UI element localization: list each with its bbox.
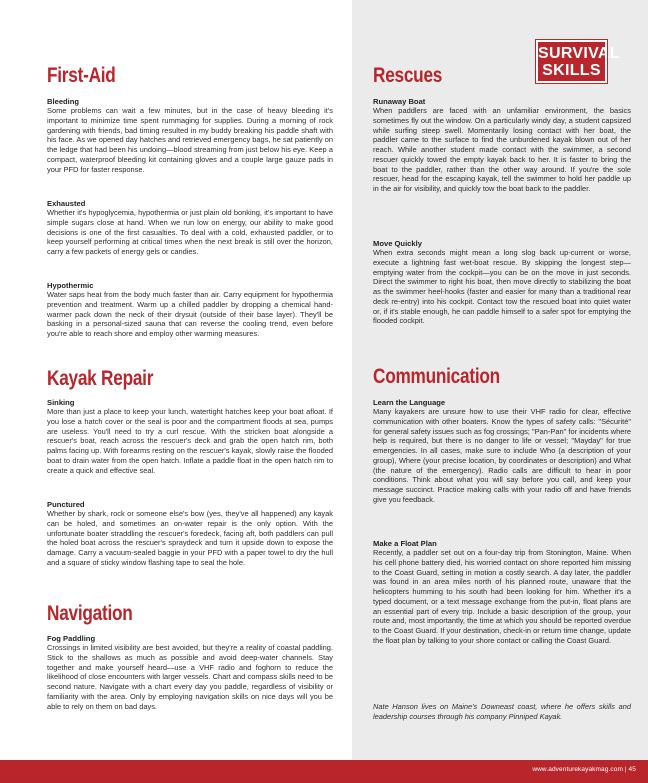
paragraph-make-a-float-plan: Recently, a paddler set out on a four-day trip from Stonington, Maine. When his cell phone battery died, his worried contact on shore reported him missing to the Coast Guard, setting in motion a costly search. A day later, the paddler was found in an area miles north of his planned route, unaware that the helicopters humming to his south had been looking for him. Whether it's a typed document, or a text message exchange from the put-in, float plans are an essential part of every trip. Include a basic description of the group, your route and, most importantly, the time at which you should be reported overdue to the Coast Guard. If your destination, check-in or return time change, update the float plan by talking to your shore contact or calling the Coast Guard.: [373, 548, 631, 645]
paragraph-bleeding: Some problems can wait a few minutes, but in the case of heavy bleeding it's important to minimize time spent rummaging for supplies. During a morning of rock gardening with friends, bad timing resulted in my buddy breaking his paddle shaft with his face. As we opened day hatches and retrieved emergency bags, he sat patiently on the ledge that had been his undoing—blood streaming from just below his eye. Keep a compact, waterproof bleeding kit containing gloves and a couple large gauze pads in your PFD for faster response.: [47, 106, 333, 174]
section-title-kayak-repair: Kayak Repair: [47, 367, 154, 390]
subhead-hypothermic: Hypothermic: [47, 281, 94, 290]
footer-url-page-number: www.adventurekayakmag.com | 45: [532, 766, 636, 773]
author-bio: Nate Hanson lives on Maine's Downeast coast, where he offers skills and leadership courses through his company Pinniped Kayak.: [373, 702, 631, 721]
paragraph-runaway-boat: When paddlers are faced with an unfamiliar environment, the basics sometimes fly out the window. On a particularly windy day, a student capsized while surfing steep swell. Momentarily losing contact with her boat, the paddler came to the surface to find the unburdened kayak blown out of her reach. While another student made contact with the swimmer, a second rescuer quickly towed the empty kayak back to her. It is faster to bring the boat to the paddler, rather than the other way around. If you're the sole rescuer, head for the escaping kayak, tell the swimmer to hold her paddle up in the air for visibility, and quickly tow the boat back to the paddler.: [373, 106, 631, 193]
paragraph-fog-paddling: Crossings in limited visibility are best avoided, but they're a reality of coastal paddling. Stick to the shallows as much as possible and avoid deep-water channels. Stay together and make yourself heard—use a VHF radio and foghorn to reduce the likelihood of close encounters with larger vessels. Chart and compass skills need to be second nature. Navigate with a chart every day you paddle, regardless of visibility or familiarity with the area. Only by employing navigation skills on nice days will you be able to rely on them on bad days.: [47, 643, 333, 711]
section-title-rescues: Rescues: [373, 64, 443, 87]
badge-line-1: SURVIVAL: [538, 45, 620, 62]
subhead-punctured: Punctured: [47, 500, 85, 509]
subhead-move-quickly: Move Quickly: [373, 239, 422, 248]
badge-line-2: SKILLS: [542, 62, 601, 79]
paragraph-exhausted: Whether it's hypoglycemia, hypothermia or just plain old bonking, it's important to have simple sugars close at hand. When we run low on energy, our ability to make good decisions is one of the first casualties. To deal with a cold, exhausted paddler, or to keep yourself performing at critical times when the next break is still over the horizon, carry a few packets of energy gels or candies.: [47, 208, 333, 256]
section-title-navigation: Navigation: [47, 602, 133, 625]
footer-bar: [0, 760, 648, 783]
paragraph-punctured: Whether by shark, rock or someone else's bow (yes, they've all happened) any kayak can be holed, and sometimes an on-water repair is the only option. With the unfortunate boater straddling the rescuer's foredeck, facing aft, both paddlers can pull the holed boat across the rescuer's spraydeck and turn it upside down to expose the damage. Carry a vacuum-sealed baggie in your PFD with a paper towel to dry the hull and a square of sticky window flashing tape to seal the hole.: [47, 509, 333, 567]
subhead-sinking: Sinking: [47, 398, 75, 407]
subhead-make-a-float-plan: Make a Float Plan: [373, 539, 437, 548]
section-title-first-aid: First-Aid: [47, 64, 116, 87]
subhead-bleeding: Bleeding: [47, 97, 80, 106]
paragraph-sinking: More than just a place to keep your lunch, watertight hatches keep your boat afloat. If you lose a hatch cover or the seal is poor and the compartment floods at sea, pumps are useless. You'll need to try a curl rescue. With the stricken boat alongside a rescuer's boat, reach across the rescuer's deck and grab the open hatch rim, both palms facing up. With forearms resting on the rescuer's kayak, slowly raise the flooded boat to drain water from the open hatch. Inflate a paddle float in the open hatch rim to create a quick and effective seal.: [47, 407, 333, 475]
subhead-exhausted: Exhausted: [47, 199, 86, 208]
survival-skills-badge: [536, 40, 620, 83]
paragraph-move-quickly: When extra seconds might mean a long slog back up-current or worse, execute a lightning fast wet-boat rescue. By skipping the longest step—emptying water from the cockpit—you can be on the move in just seconds. Direct the swimmer to right his boat, then move directly to stabilizing the boat as the swimmer heel-hooks (faster and easier for many than a traditional rear deck re-entry) into his cockpit. Contact tow the rescued boat into quiet water or, if it's stable enough, he can paddle himself to a safer spot for emptying the flooded cockpit.: [373, 248, 631, 326]
paragraph-learn-the-language: Many kayakers are unsure how to use their VHF radio for clear, effective communication with other boaters. Know the types of safety calls: "Sécurité" for general safety issues such as fog crossings; "Pan-Pan" for incidents where help is required, but there is no danger to life or vessel; "Mayday" for true emergencies. In all cases, make sure to include Who (a description of your group), Where (your precise location, by coordinates or description) and What (the nature of the emergency). Radio calls are difficult to hear in poor conditions. Think about what you will say before you call, and keep your message succinct. Practice making calls with your radio off and have friends give you feedback.: [373, 407, 631, 504]
subhead-runaway-boat: Runaway Boat: [373, 97, 426, 106]
paragraph-hypothermic: Water saps heat from the body much faster than air. Carry equipment for hypothermia prevention and treatment. Warm up a chilled paddler by dropping a chemical hand-warmer pack down the neck of their drysuit (outside of their base layer). They'll be basking in a personal-sized sauna that can reverse the cooling trend, even before you're able to reach shore and employ other warming measures.: [47, 290, 333, 338]
section-title-communication: Communication: [373, 365, 500, 388]
subhead-fog-paddling: Fog Paddling: [47, 634, 96, 643]
subhead-learn-the-language: Learn the Language: [373, 398, 446, 407]
